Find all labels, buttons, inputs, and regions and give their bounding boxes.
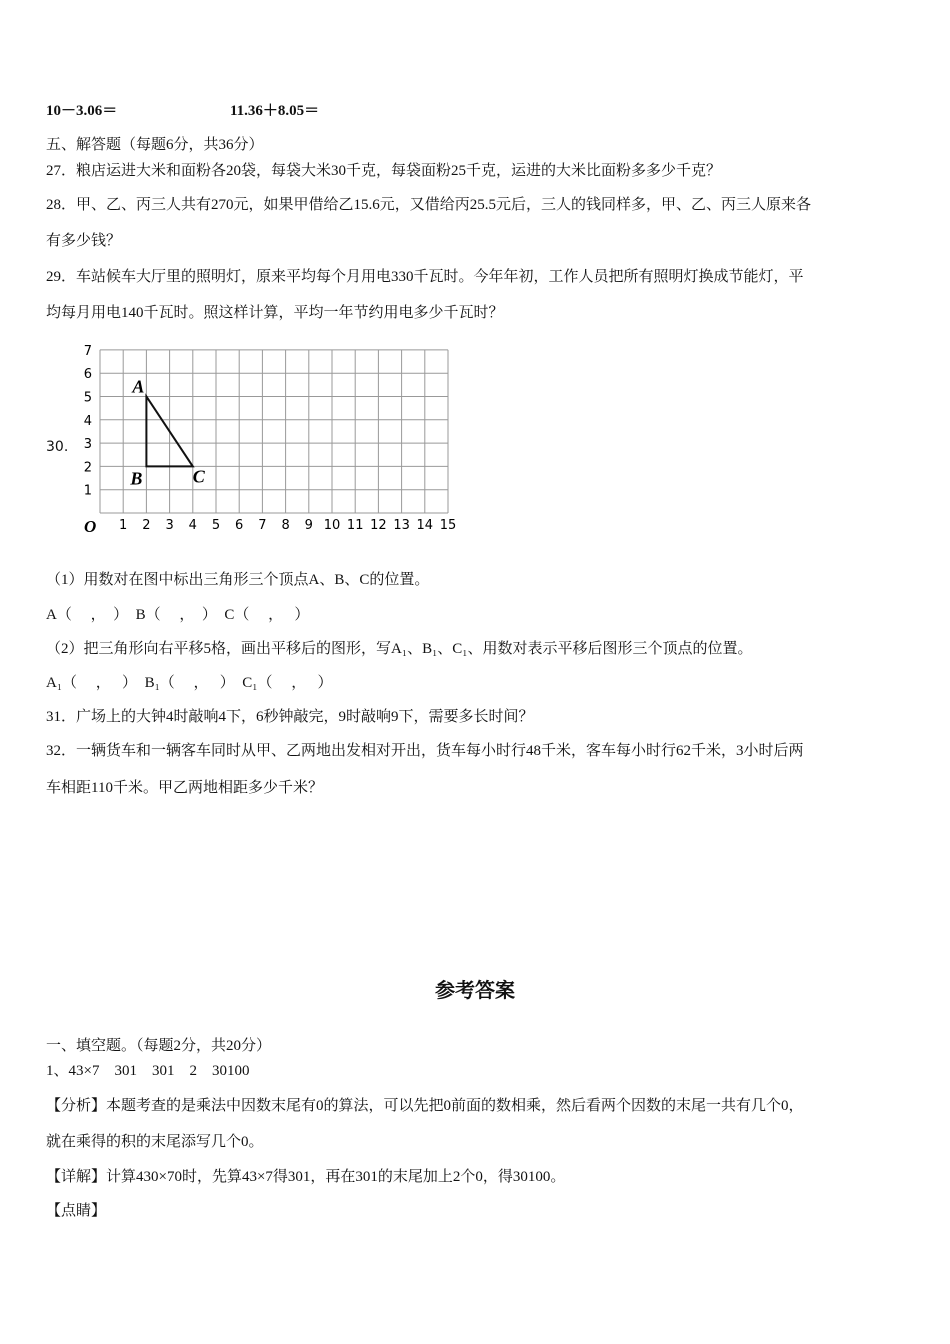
vertex-label-c: C (192, 466, 205, 487)
y-tick-label: 5 (83, 390, 92, 406)
x-tick-label: 15 (439, 518, 457, 533)
x-tick-label: 9 (304, 518, 313, 533)
question-32: 32．一辆货车和一辆客车同时从甲、乙两地出发相对开出，货车每小时行48千米，客车每小时行62千米，3小时后两 (46, 743, 804, 759)
question-31: 31．广场上的大钟4时敲响4下，6秒钟敲完，9时敲响9下，需要多长时间？ (46, 709, 534, 725)
x-tick-label: 3 (165, 518, 174, 533)
coordinate-grid (40, 338, 470, 538)
answer-analysis: 【分析】本题考查的是乘法中因数末尾有0的算法，可以先把0前面的数相乘，然后看两个因数的末尾一共有几个0， (46, 1098, 804, 1114)
question-30-part2: （2）把三角形向右平移5格，画出平移后的图形，写A₁、B₁、C₁、用数对表示平移后图形三个顶点的位置。 (46, 641, 753, 657)
question-27: 27．粮店运进大米和面粉各20袋，每袋大米30千克，每袋面粉25千克，运进的大米比面粉多多少千克？ (46, 163, 722, 179)
question-30-blanks1: A（ ， ） B（ ， ） C（ ， ） (46, 607, 310, 623)
vertex-label-a: A (132, 376, 145, 397)
calc-q2: 11.36＋8.05＝ (230, 103, 320, 119)
answers-title: 参考答案 (435, 980, 515, 1002)
section-heading: 五、解答题（每题6分，共36分） (46, 137, 264, 153)
x-tick-label: 14 (416, 518, 434, 533)
answer-analysis-cont: 就在乘得的积的末尾添写几个0。 (46, 1134, 264, 1150)
calc-q1: 10－3.06＝ (46, 103, 118, 119)
x-tick-label: 5 (211, 518, 221, 533)
question-30-number: 30. (46, 439, 69, 455)
answer-1: 1、43×7 301 301 2 30100 (46, 1063, 250, 1079)
x-tick-label: 6 (235, 518, 244, 533)
y-tick-label: 2 (83, 460, 92, 476)
question-28: 28．甲、乙、丙三人共有270元，如果甲借给乙15.6元，又借给丙25.5元后，三人的钱同样多，甲、乙、丙三人原来各 (46, 197, 812, 213)
answer-tip: 【点睛】 (46, 1203, 107, 1219)
question-29-cont: 均每月用电140千瓦时。照这样计算，平均一年节约用电多少千瓦时？ (46, 305, 504, 321)
x-tick-label: 12 (370, 518, 387, 533)
answers-section-heading: 一、填空题。（每题2分，共20分） (46, 1038, 272, 1054)
x-tick-label: 2 (142, 518, 151, 533)
y-tick-label: 6 (83, 367, 92, 383)
vertex-label-b: B (130, 468, 143, 489)
x-tick-label: 7 (258, 518, 267, 533)
question-30-blanks2: A₁（ ， ） B₁（ ， ） C₁（ ， ） (46, 675, 333, 691)
question-29: 29．车站候车大厅里的照明灯，原来平均每个月用电330千瓦时。今年年初，工作人员把所有照明灯换成节能灯，平 (46, 269, 804, 285)
x-tick-label: 1 (119, 518, 128, 533)
y-tick-label: 7 (83, 343, 92, 359)
x-tick-label: 4 (188, 518, 197, 533)
x-tick-label: 11 (346, 518, 364, 533)
y-tick-label: 4 (83, 413, 92, 429)
question-30-part1: （1）用数对在图中标出三角形三个顶点A、B、C的位置。 (46, 572, 430, 588)
question-32-cont: 车相距110千米。甲乙两地相距多少千米？ (46, 780, 323, 796)
x-tick-label: 8 (281, 518, 290, 533)
question-28-cont: 有多少钱？ (46, 233, 122, 249)
y-tick-label: 3 (83, 437, 92, 453)
y-tick-label: 1 (83, 483, 92, 499)
x-tick-label: 10 (323, 518, 341, 533)
origin-label: O (84, 517, 97, 536)
answer-detail: 【详解】计算430×70时，先算43×7得301，再在301的末尾加上2个0，得30100。 (46, 1169, 566, 1185)
x-tick-label: 13 (393, 518, 410, 533)
